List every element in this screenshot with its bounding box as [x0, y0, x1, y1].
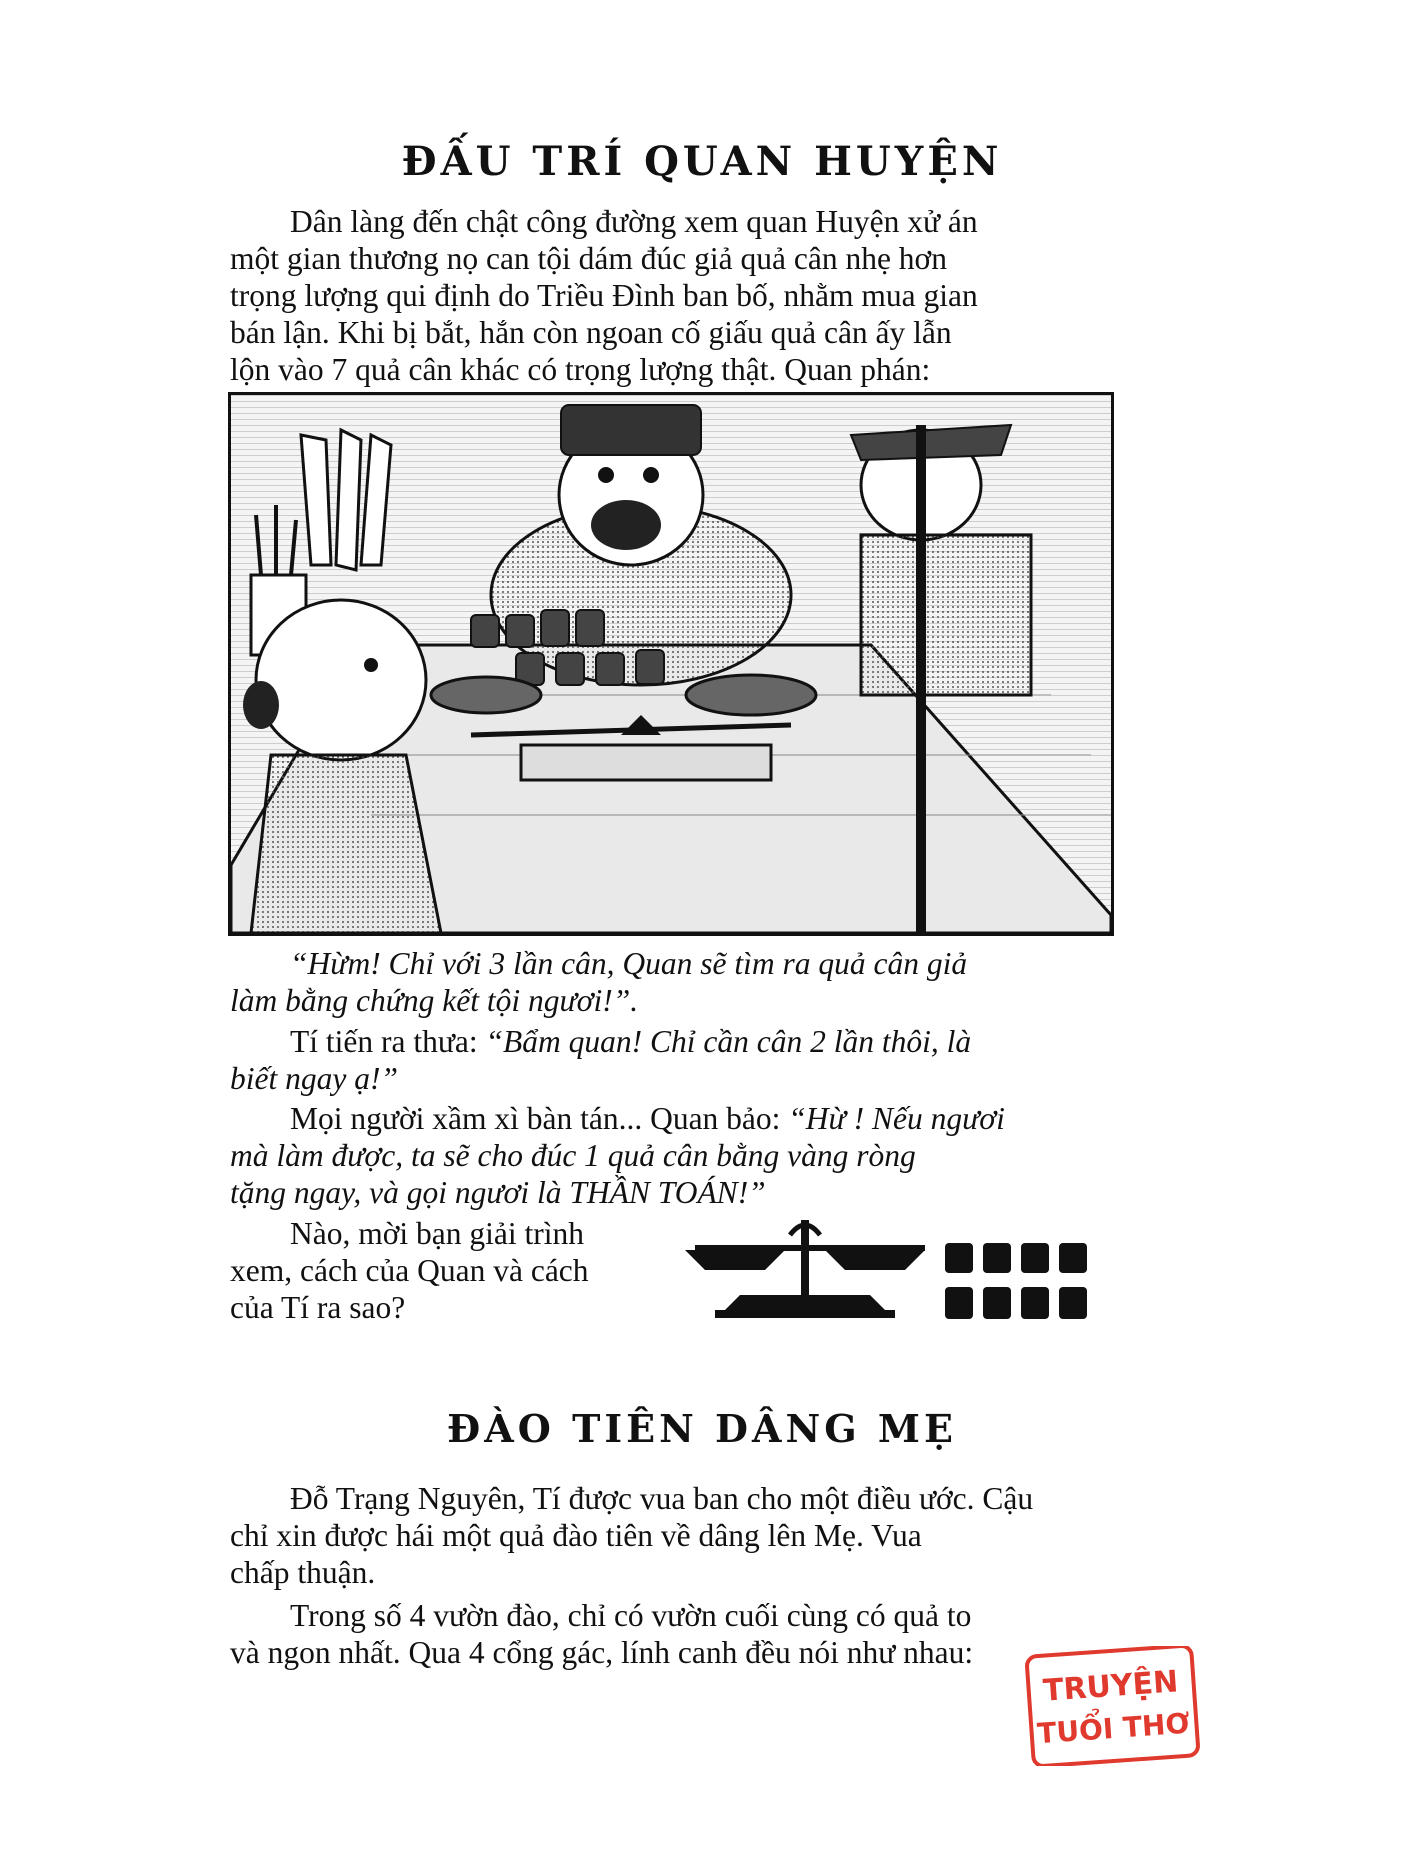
text-line: của Tí ra sao?: [230, 1290, 406, 1325]
text-line: và ngon nhất. Qua 4 cổng gác, lính canh đều nói như nhau:: [230, 1635, 974, 1670]
text-line: mà làm được, ta sẽ cho đúc 1 quả cân bằng vàng ròng: [230, 1138, 916, 1173]
logo-stamp-icon: [1025, 1646, 1200, 1766]
text-line: “Hừm! Chỉ với 3 lần cân, Quan sẽ tìm ra quả cân giả: [290, 946, 968, 981]
courtroom-scene: [231, 395, 1111, 933]
text-line: bán lận. Khi bị bắt, hắn còn ngoan cố giấu quả cân ấy lẫn: [230, 315, 952, 350]
story-intro: [230, 203, 1112, 388]
text-line: Nào, mời bạn giải trình: [290, 1216, 584, 1251]
ti-reply: [230, 1023, 1112, 1097]
text-line: Dân làng đến chật công đường xem quan Huyện xử án: [290, 204, 978, 239]
text-line: tặng ngay, và gọi ngươi là THẦN TOÁN!”: [230, 1175, 766, 1210]
text-line: chấp thuận.: [230, 1555, 376, 1590]
story2-body: [230, 1597, 1112, 1671]
logo-text-line2: TUỔI THƠ: [1036, 1706, 1191, 1751]
balance-scale-icon: [685, 1215, 1115, 1335]
official-quote: [230, 945, 1112, 1019]
text-line: Đỗ Trạng Nguyên, Tí được vua ban cho một điều ước. Cậu: [290, 1481, 1034, 1516]
story-title: ĐẤU TRÍ QUAN HUYỆN: [401, 138, 1003, 185]
publisher-logo: [1025, 1646, 1200, 1766]
story2-intro: [230, 1480, 1112, 1591]
text-line: Trong số 4 vườn đào, chỉ có vườn cuối cùng có quả to: [290, 1598, 972, 1633]
text-line: Tí tiến ra thưa: “Bẩm quan! Chỉ cần cân 2 lần thôi, là: [290, 1024, 972, 1059]
text-line: biết ngay ạ!”: [230, 1061, 398, 1096]
text-line: chỉ xin được hái một quả đào tiên về dâng lên Mẹ. Vua: [230, 1518, 922, 1553]
text-line: xem, cách của Quan và cách: [230, 1253, 589, 1288]
crowd-reaction: [230, 1100, 1112, 1211]
text-line: Mọi người xầm xì bàn tán... Quan bảo: “Hừ ! Nếu ngươi: [290, 1101, 1005, 1136]
text-line: trọng lượng qui định do Triều Đình ban bố, nhằm mua gian: [230, 278, 978, 313]
reader-question: [230, 1215, 660, 1326]
text-line: một gian thương nọ can tội dám đúc giả quả cân nhẹ hơn: [230, 241, 947, 276]
weights-icon: [945, 1243, 1087, 1319]
logo-text-line1: TRUYỆN: [1041, 1664, 1180, 1709]
text-line: làm bằng chứng kết tội ngươi!”.: [230, 983, 639, 1018]
story-title: ĐÀO TIÊN DÂNG MẸ: [447, 1406, 957, 1451]
text-line: lộn vào 7 quả cân khác có trọng lượng thật. Quan phán:: [230, 352, 931, 387]
balance-and-weights-icon: [685, 1215, 1115, 1335]
comic-illustration: [228, 392, 1114, 936]
